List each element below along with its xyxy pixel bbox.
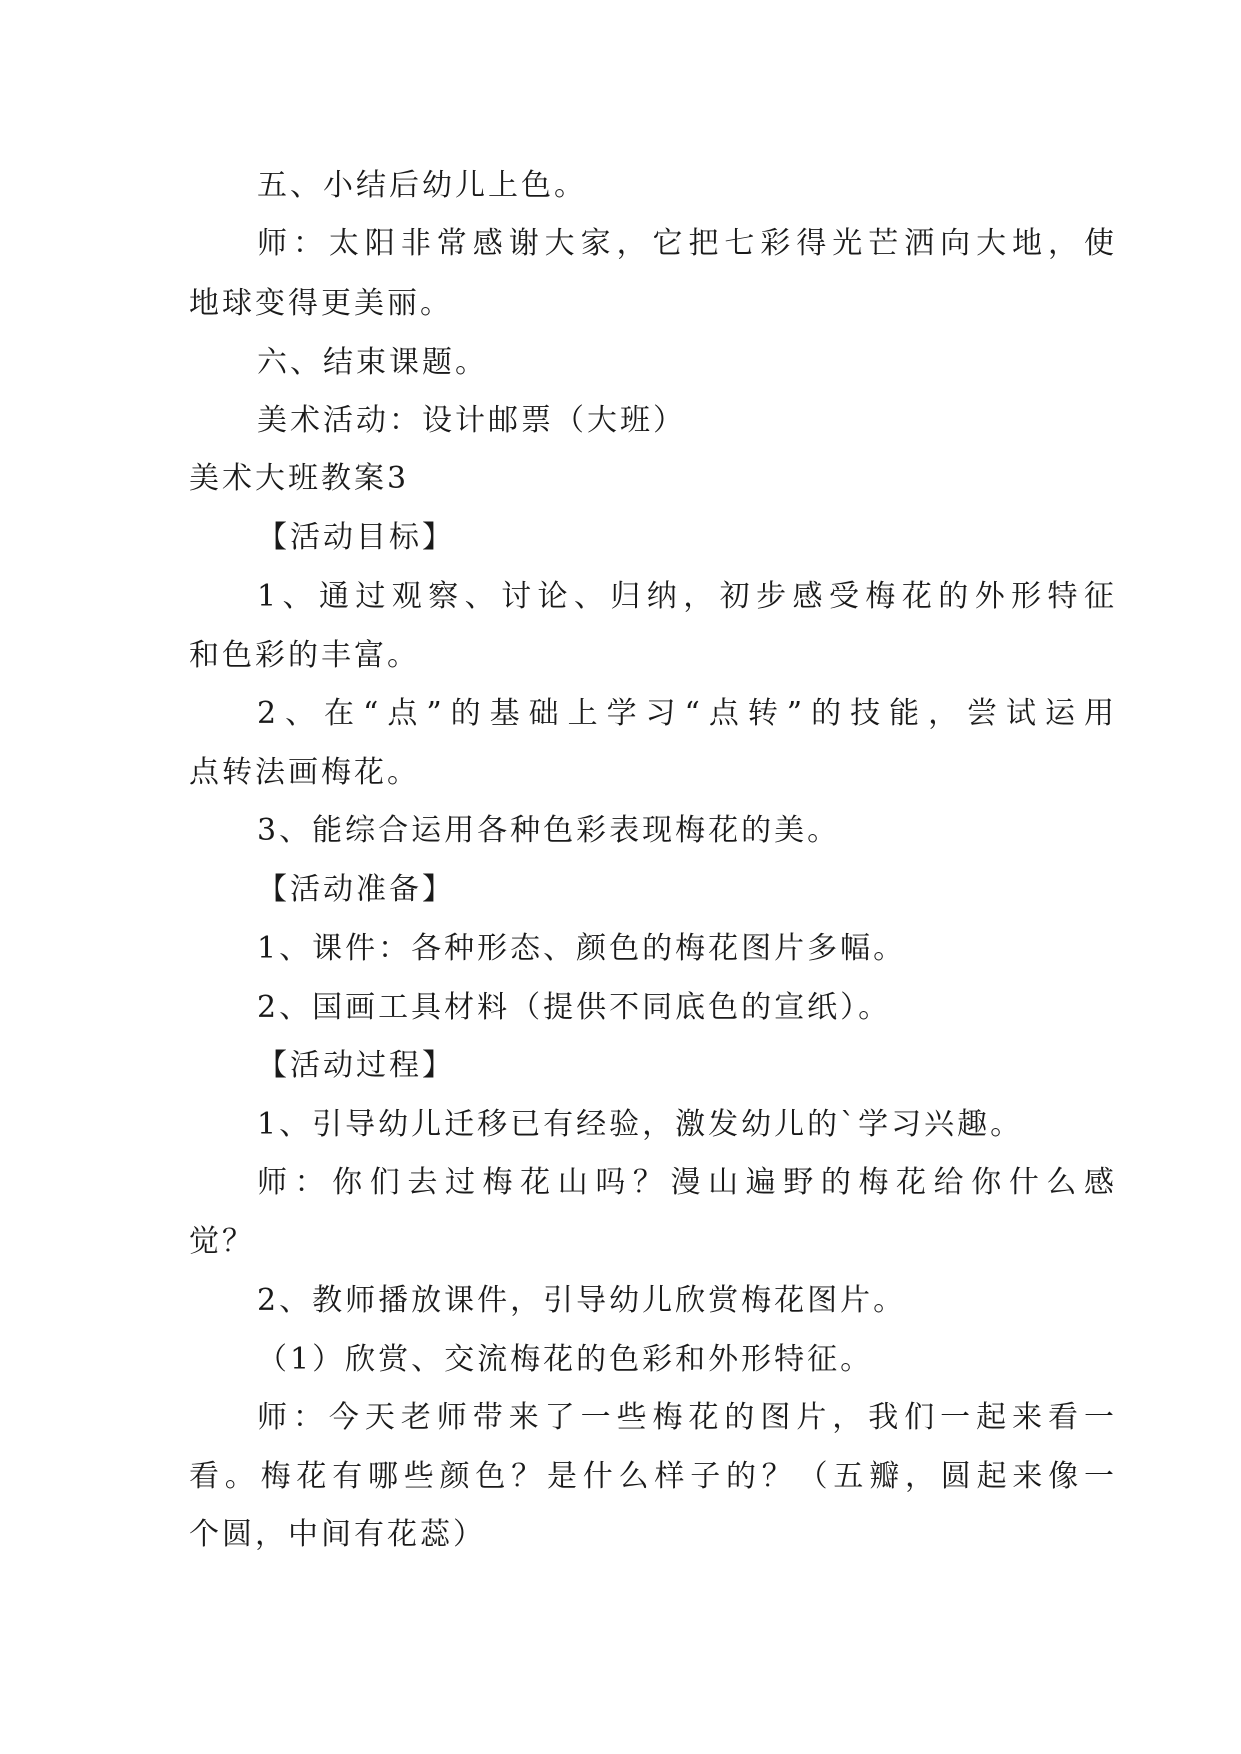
paragraph-line: 觉？ bbox=[189, 1224, 255, 1259]
section-heading-process: 【活动过程】 bbox=[257, 1048, 455, 1083]
paragraph-line: 2、国画工具材料（提供不同底色的宣纸）。 bbox=[257, 990, 892, 1025]
section-heading-preparation: 【活动准备】 bbox=[257, 872, 455, 907]
paragraph-line: 个圆，中间有花蕊） bbox=[189, 1517, 486, 1552]
paragraph-line: 地球变得更美丽。 bbox=[189, 286, 453, 321]
section-heading-end: 六、结束课题。 bbox=[257, 345, 488, 380]
paragraph-line: 师：你们去过梅花山吗？漫山遍野的梅花给你什么感 bbox=[257, 1165, 1117, 1200]
paragraph-line: 师：太阳非常感谢大家，它把七彩得光芒洒向大地，使 bbox=[257, 226, 1117, 261]
paragraph-line: 师：今天老师带来了一些梅花的图片，我们一起来看一 bbox=[257, 1400, 1117, 1435]
paragraph-line: 2、在“点”的基础上学习“点转”的技能，尝试运用 bbox=[257, 696, 1117, 731]
section-heading-summary: 五、小结后幼儿上色。 bbox=[257, 168, 587, 203]
paragraph-line: 点转法画梅花。 bbox=[189, 755, 420, 790]
activity-title: 美术活动：设计邮票（大班） bbox=[257, 403, 686, 438]
section-heading-goals: 【活动目标】 bbox=[257, 520, 455, 555]
lesson-plan-title: 美术大班教案3 bbox=[189, 461, 410, 496]
paragraph-line: 1、引导幼儿迁移已有经验，激发幼儿的`学习兴趣。 bbox=[257, 1107, 1024, 1142]
paragraph-line: 3、能综合运用各种色彩表现梅花的美。 bbox=[257, 813, 841, 848]
paragraph-line: （1）欣赏、交流梅花的色彩和外形特征。 bbox=[257, 1342, 874, 1377]
paragraph-line: 和色彩的丰富。 bbox=[189, 638, 420, 673]
paragraph-line: 2、教师播放课件，引导幼儿欣赏梅花图片。 bbox=[257, 1283, 907, 1318]
paragraph-line: 1、课件：各种形态、颜色的梅花图片多幅。 bbox=[257, 931, 907, 966]
paragraph-line: 看。梅花有哪些颜色？是什么样子的？（五瓣，圆起来像一 bbox=[189, 1459, 1117, 1494]
paragraph-line: 1、通过观察、讨论、归纳，初步感受梅花的外形特征 bbox=[257, 579, 1117, 614]
